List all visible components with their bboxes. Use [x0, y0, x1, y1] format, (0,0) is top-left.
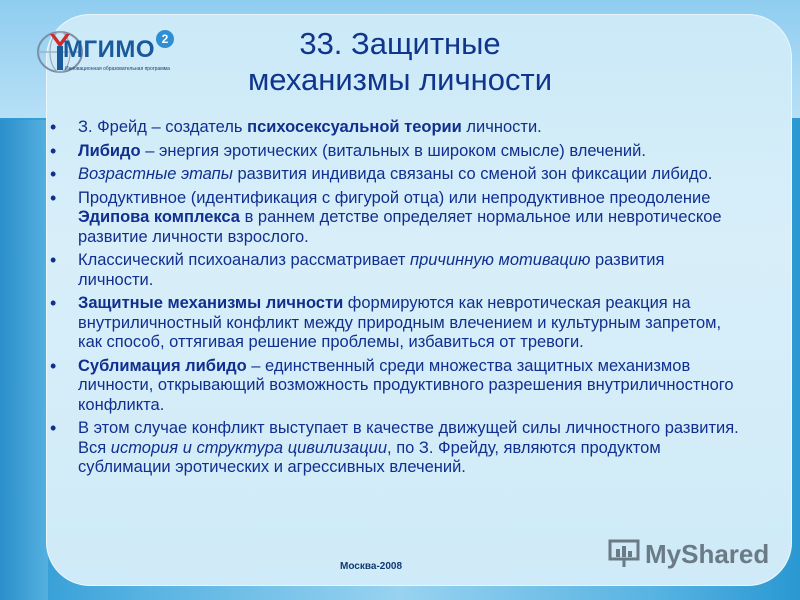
bullet-item — [50, 118, 740, 138]
bullet-text: в раннем детстве определяет нормальное или невротическое развитие личности взрослого. — [78, 208, 722, 246]
bullet-text: В этом случае конфликт выступает в качестве движущей силы личностного развития. Вся — [78, 419, 739, 457]
bullet-item — [50, 142, 740, 162]
bullet-bold-text: Сублимация либидо — [78, 356, 247, 375]
bullet-text: Классический психоанализ рассматривает — [78, 251, 410, 269]
bullet-item — [50, 189, 740, 248]
bullet-text: – единственный среди множества защитных механизмов личности, открывающий возможность продуктивного разрешения внутриличностного конфликта. — [78, 356, 734, 414]
bullet-bold-text: Эдипова комплекса — [78, 208, 240, 226]
slide-title-line2: механизмы личности — [247, 62, 553, 97]
bullet-text: , по З. Фрейду, являются продуктом сублимации эротических и агрессивных влечений. — [78, 438, 661, 476]
left-edge-band — [0, 120, 48, 600]
bullet-item — [50, 251, 740, 290]
bullet-bold-text: Либидо — [78, 141, 141, 160]
bullet-italic-text: причинную мотивацию — [409, 251, 591, 269]
bullet-text: личности. — [461, 118, 542, 136]
bullet-text: З. Фрейд – создатель — [78, 118, 248, 136]
bullet-item — [50, 165, 740, 185]
bullet-item — [50, 357, 740, 416]
logo-tagline: Инновационная образовательная программа — [65, 66, 170, 72]
bullet-text: развития индивида связаны со сменой зон фиксации либидо. — [232, 165, 713, 183]
bullet-bold-text: Защитные механизмы личности — [78, 294, 344, 312]
bullet-text: Продуктивное (идентификация с фигурой отца) или непродуктивное преодоление — [78, 188, 711, 207]
bullet-text: формируются как невротическая реакция на внутриличностный конфликт между природным влечением и культурным запретом, как способ, оттягивая решение проблемы, избавиться от тревоги. — [78, 294, 722, 351]
logo-superscript: 2 — [156, 30, 174, 48]
bullet-item — [50, 294, 740, 353]
presentation-icon — [607, 537, 643, 569]
myshared-watermark — [607, 537, 772, 571]
footer-city-year: Москва-2008 — [340, 561, 403, 572]
logo-wordmark: МГИМО — [63, 36, 156, 63]
bullet-bold-text: психосексуальной теории — [247, 118, 462, 136]
bullet-text: – энергия эротических (витальных в широком смысле) влечений. — [140, 141, 646, 160]
slide-title-line1: 33. Защитные — [299, 26, 501, 61]
bullet-text: развития личности. — [78, 251, 665, 289]
watermark-text: MyShared — [645, 539, 770, 569]
bullet-list — [50, 118, 740, 482]
bullet-italic-text: Возрастные этапы — [78, 165, 233, 183]
bullet-italic-text: история и структура цивилизации — [110, 438, 388, 457]
slide-title — [180, 26, 620, 98]
bullet-item — [50, 419, 740, 478]
